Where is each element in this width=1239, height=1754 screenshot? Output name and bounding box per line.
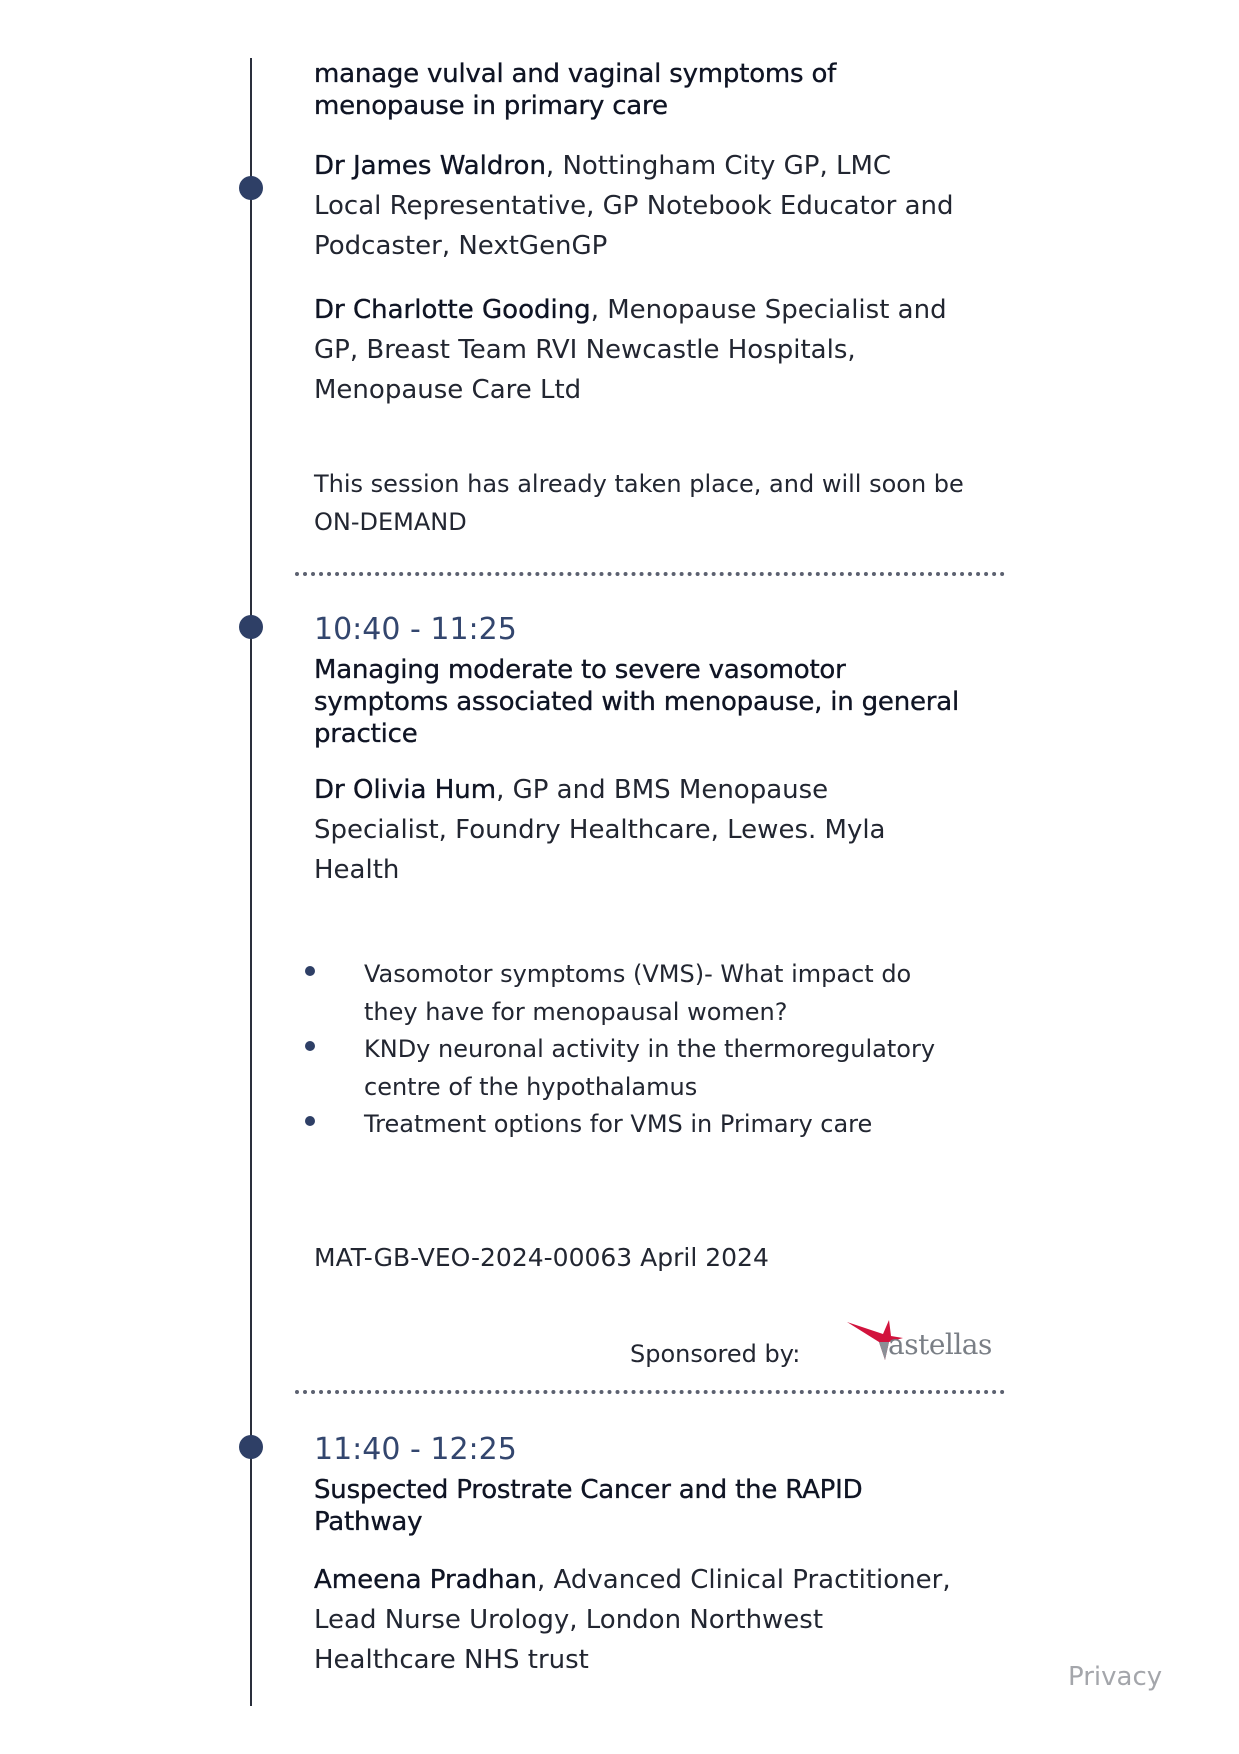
session-title-line: menopause in primary care: [314, 91, 668, 121]
speaker-line: Menopause Care Ltd: [314, 375, 582, 405]
session-title-line: symptoms associated with menopause, in general: [314, 687, 960, 717]
session-title: [314, 654, 1004, 750]
session-note: [314, 465, 1004, 541]
session-time: 11:40 - 12:25: [314, 1432, 517, 1467]
speaker-role: , Advanced Clinical Practitioner,: [537, 1565, 951, 1595]
bullet-icon: [305, 1116, 315, 1126]
speaker-role: , Nottingham City GP, LMC: [545, 151, 892, 181]
note-line: This session has already taken place, and will soon be: [314, 470, 964, 498]
list-item: [300, 1105, 1020, 1143]
speaker-line: [314, 290, 1004, 330]
list-item: [300, 1030, 1020, 1106]
speaker-line: [314, 146, 1004, 186]
session-title-line: Pathway: [314, 1507, 423, 1537]
speaker-line: Lead Nurse Urology, London Northwest: [314, 1605, 824, 1635]
timeline-dot: [239, 176, 263, 200]
speaker-line: Specialist, Foundry Healthcare, Lewes. Myla: [314, 815, 886, 845]
speaker-line: GP, Breast Team RVI Newcastle Hospitals,: [314, 335, 856, 365]
speaker-line: Podcaster, NextGenGP: [314, 231, 608, 261]
speaker-line: Healthcare NHS trust: [314, 1645, 589, 1675]
list-item-text: Vasomotor symptoms (VMS)- What impact do: [364, 960, 912, 988]
session-title: [314, 58, 1004, 122]
speaker-name: Ameena Pradhan: [314, 1565, 538, 1595]
session-title-line: practice: [314, 719, 418, 749]
speaker-block: [314, 290, 1004, 410]
bullet-icon: [305, 1041, 315, 1051]
timeline-dot: [239, 1435, 263, 1459]
list-item-text: KNDy neuronal activity in the thermoregulatory: [364, 1035, 936, 1063]
session-title-line: Managing moderate to severe vasomotor: [314, 655, 846, 685]
list-item-text: Treatment options for VMS in Primary care: [364, 1110, 873, 1138]
note-line: ON-DEMAND: [314, 508, 467, 536]
list-item-text: centre of the hypothalamus: [364, 1073, 698, 1101]
section-divider: [295, 572, 1005, 576]
speaker-block: [314, 1560, 1004, 1680]
speaker-name: Dr Olivia Hum: [314, 775, 497, 805]
privacy-link[interactable]: Privacy: [1068, 1662, 1163, 1692]
speaker-name: Dr Charlotte Gooding: [314, 295, 591, 325]
list-item-text: they have for menopausal women?: [364, 998, 788, 1026]
speaker-block: [314, 146, 1004, 266]
timeline-dot: [239, 615, 263, 639]
session-block: [314, 612, 1004, 750]
speaker-block: [314, 770, 1004, 890]
session-title-line: manage vulval and vaginal symptoms of: [314, 59, 837, 89]
speaker-line: [314, 770, 1004, 810]
document-code: MAT-GB-VEO-2024-00063 April 2024: [314, 1243, 769, 1272]
speaker-name: Dr James Waldron: [314, 151, 546, 181]
speaker-line: Local Representative, GP Notebook Educator and: [314, 191, 954, 221]
session-title-line: Suspected Prostrate Cancer and the RAPID: [314, 1475, 863, 1505]
topic-list: [300, 955, 1020, 1142]
session-title: [314, 1474, 1004, 1538]
speaker-role: , Menopause Specialist and: [590, 295, 947, 325]
list-item: [300, 955, 1020, 1031]
logo-text: astellas: [888, 1328, 992, 1361]
speaker-role: , GP and BMS Menopause: [496, 775, 829, 805]
session-block: [314, 1432, 1004, 1538]
sponsored-by-label: Sponsored by:: [630, 1340, 801, 1368]
session-time: 10:40 - 11:25: [314, 612, 517, 647]
speaker-line: [314, 1560, 1004, 1600]
astellas-logo: [845, 1318, 995, 1368]
bullet-icon: [305, 966, 315, 976]
speaker-line: Health: [314, 855, 400, 885]
section-divider: [295, 1390, 1005, 1394]
